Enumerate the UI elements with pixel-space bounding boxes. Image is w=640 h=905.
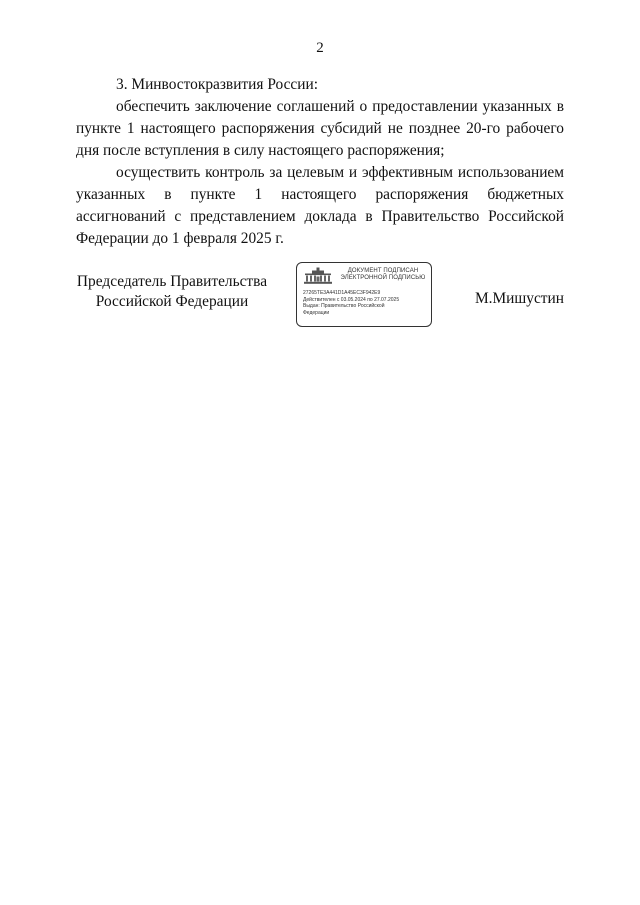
electronic-signature-stamp	[296, 262, 432, 327]
paragraph-agreements: обеспечить заключение соглашений о предоставлении указанных в пункте 1 настоящего распоряжения субсидий не позднее 20-го рабочего дня после вступления в силу настоящего распоряжения;	[76, 98, 564, 159]
paragraph-control: осуществить контроль за целевым и эффективным использованием указанных в пункте 1 настоящего распоряжения бюджетных ассигнований с представлением доклада в Правительство Российской Федерации до 1 февраля 2025 г.	[76, 164, 564, 247]
page-number: 2	[316, 40, 324, 56]
signer-name: М.Мишустин	[474, 290, 564, 307]
signer-title-line1: Председатель Правительства	[76, 273, 268, 290]
stamp-validity: Действителен с 03.05.2024 по 27.07.2025	[303, 296, 400, 303]
signer-title	[76, 272, 268, 312]
stamp-issued-to-line1: Выдан: Правительство Российской	[303, 303, 385, 310]
government-building-icon	[303, 267, 333, 285]
signature-block	[76, 268, 564, 332]
stamp-details	[303, 290, 429, 316]
body-text	[76, 74, 564, 250]
stamp-header-line2: ЭЛЕКТРОННОЙ ПОДПИСЬЮ	[340, 275, 426, 282]
stamp-issued-to-line2: Федерации	[303, 309, 330, 316]
stamp-header-line1: ДОКУМЕНТ ПОДПИСАН	[347, 268, 419, 274]
stamp-header	[337, 268, 429, 283]
signer-title-line2: Российской Федерации	[95, 293, 249, 310]
paragraph-point-3: 3. Минвостокразвития России:	[116, 76, 318, 93]
stamp-certificate: 27265TE3A441D1A45EC3F942E9	[303, 290, 381, 296]
